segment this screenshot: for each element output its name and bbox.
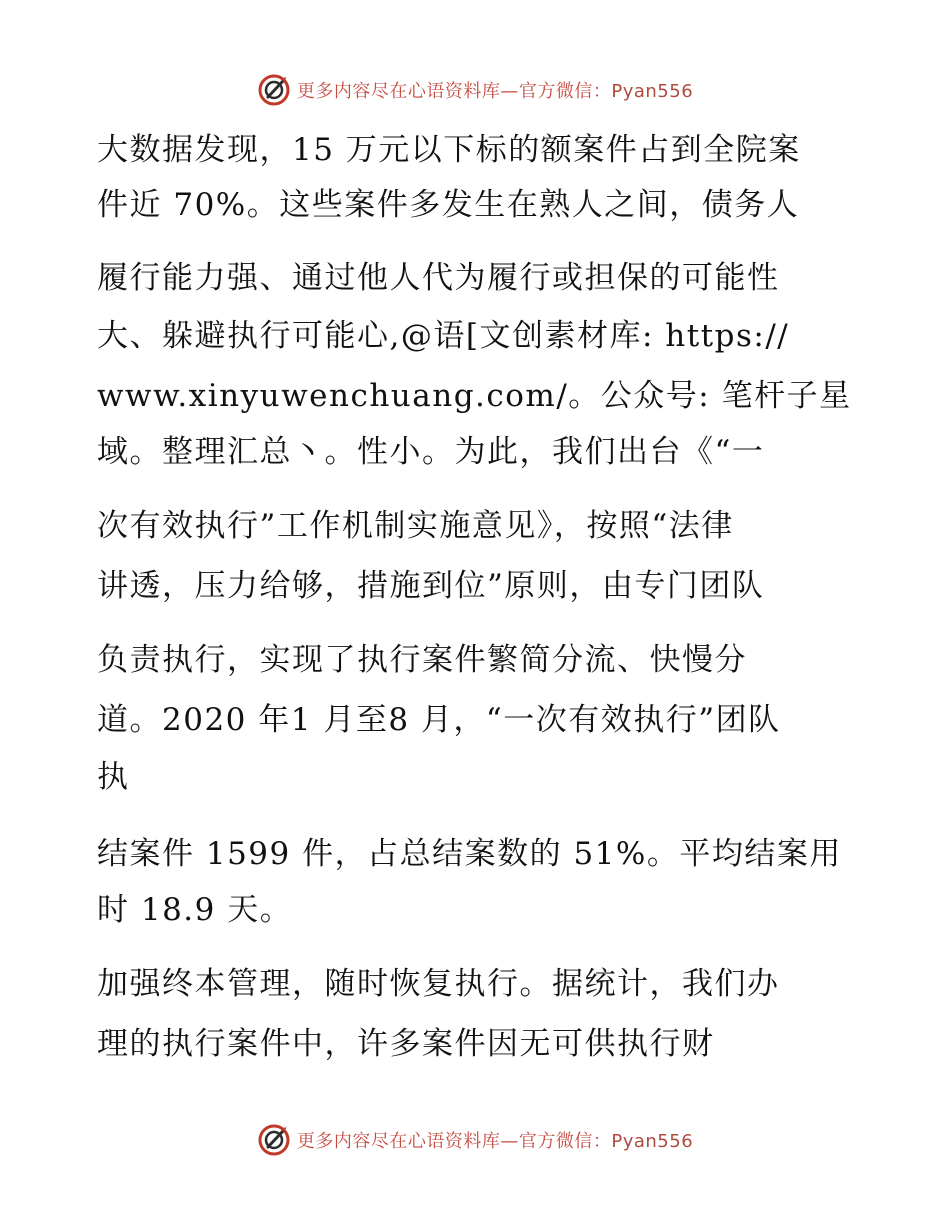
text-line: 加强终本管理，随时恢复执行。据统计，我们办 xyxy=(97,966,780,1002)
header-banner-text: 更多内容尽在心语资料库—官方微信： xyxy=(296,81,612,102)
text-line: 时 18.9 天。 xyxy=(97,892,293,928)
text-line: 大数据发现，15 万元以下标的额案件占到全院案 xyxy=(97,132,801,168)
text-line: 件近 70%。这些案件多发生在熟人之间，债务人 xyxy=(97,187,800,223)
footer-banner-text: 更多内容尽在心语资料库—官方微信： xyxy=(296,1131,612,1152)
text-line: 负责执行，实现了执行案件繁简分流、快慢分 xyxy=(97,642,747,678)
footer-wechat-id: Pyan556 xyxy=(611,1131,694,1152)
logo-icon xyxy=(257,1123,291,1157)
text-line: 履行能力强、通过他人代为履行或担保的可能性 xyxy=(97,260,780,296)
text-line: 次有效执行”工作机制实施意见》，按照“法律 xyxy=(97,508,734,544)
text-line: www.xinyuwenchuang.com/。公众号: 笔杆子星 xyxy=(97,378,852,414)
logo-icon xyxy=(257,73,291,107)
text-line: 执 xyxy=(97,759,130,795)
text-line: 道。2020 年1 月至8 月，“一次有效执行”团队 xyxy=(97,702,781,738)
text-line: 理的执行案件中，许多案件因无可供执行财 xyxy=(97,1026,715,1062)
text-line: 结案件 1599 件，占总结案数的 51%。平均结案用 xyxy=(97,836,842,872)
text-line: 域。整理汇总丶。性小。为此，我们出台《“一 xyxy=(97,434,765,470)
text-line: 讲透，压力给够，措施到位”原则，由专门团队 xyxy=(97,568,765,604)
header-wechat-id: Pyan556 xyxy=(611,81,694,102)
header-banner xyxy=(0,70,950,110)
text-line: 大、躲避执行可能心,@语[文创素材库: https:// xyxy=(97,318,790,354)
footer-banner xyxy=(0,1120,950,1160)
